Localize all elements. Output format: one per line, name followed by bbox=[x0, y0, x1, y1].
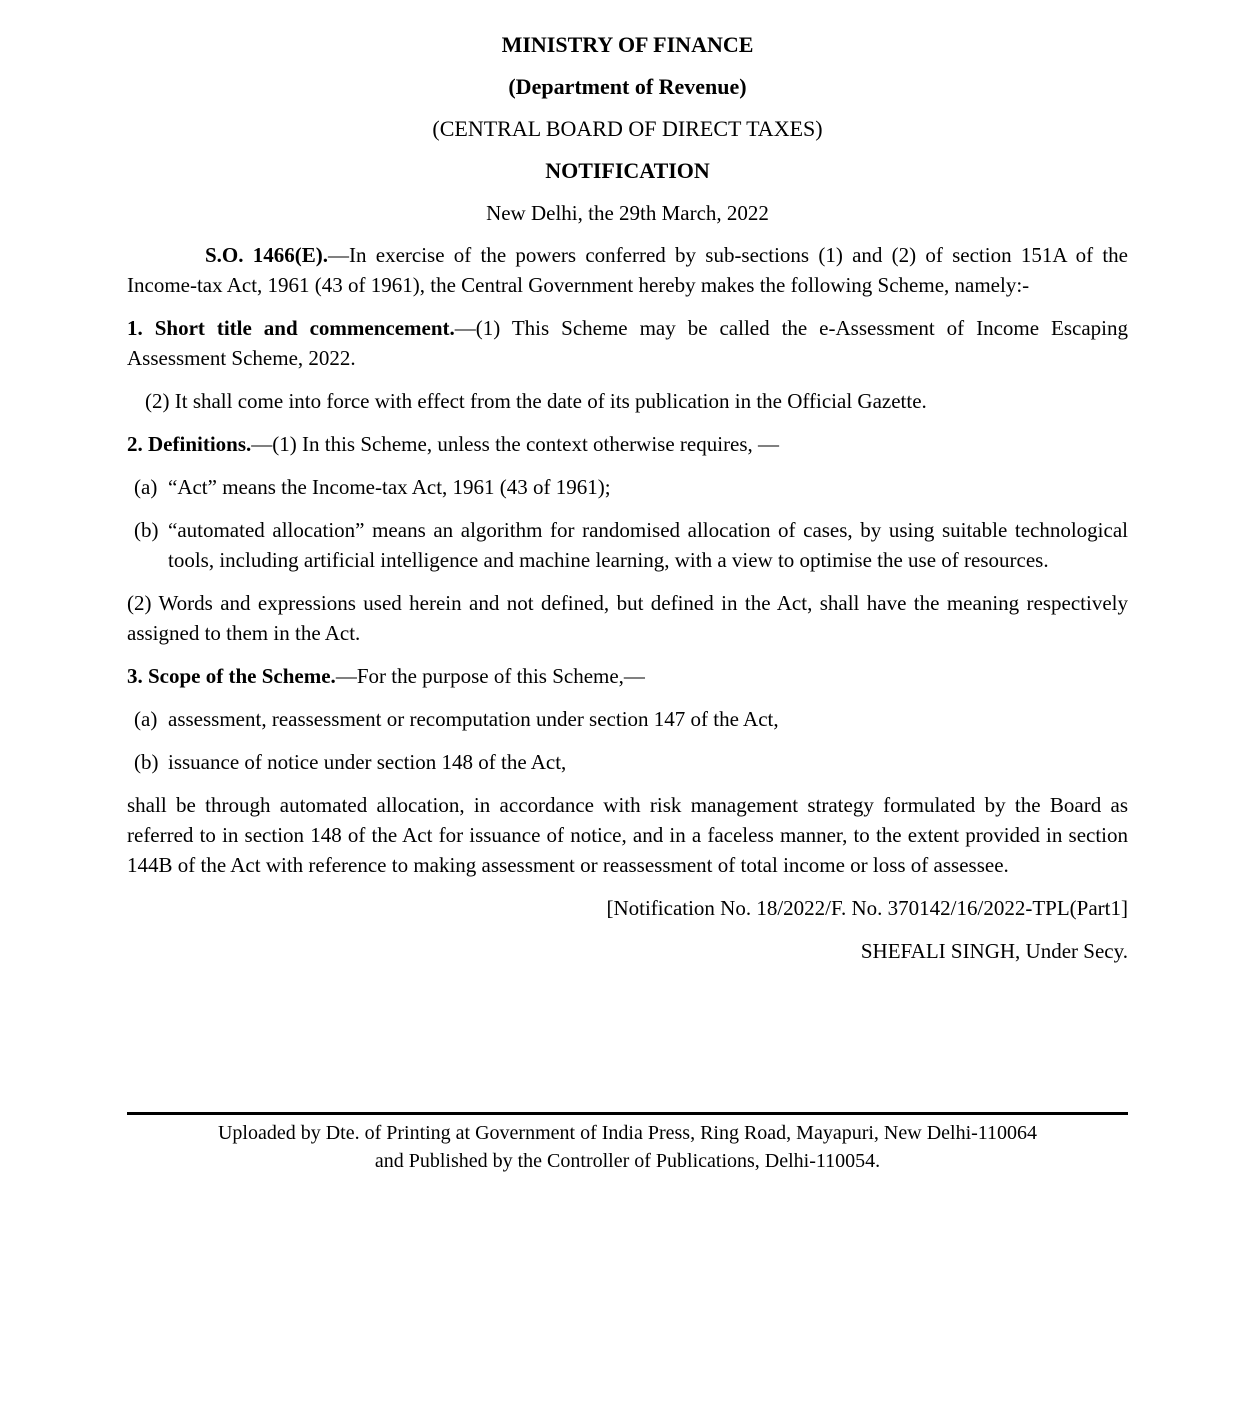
document-footer bbox=[127, 1112, 1128, 1175]
footer-upload-line: Uploaded by Dte. of Printing at Government of India Press, Ring Road, Mayapuri, New Delhi-110064 bbox=[217, 1122, 1038, 1144]
notification-heading: NOTIFICATION bbox=[545, 158, 710, 183]
definition-item-a bbox=[127, 472, 1128, 502]
opening-text: —In exercise of the powers conferred by sub-sections (1) and (2) of section 151A of the Income-tax Act, 1961 (43 of 1961), the Central Government hereby makes the following Scheme, namely:- bbox=[127, 243, 1129, 297]
footer-publisher-line: and Published by the Controller of Publications, Delhi-110054. bbox=[374, 1150, 881, 1172]
document-body bbox=[127, 240, 1128, 966]
section-2-subclause-2: (2) Words and expressions used herein and not defined, but defined in the Act, shall have the meaning respectively assigned to them in the Act. bbox=[127, 591, 1128, 645]
section-1-text: —(1) This Scheme may be called the e-Assessment of Income Escaping Assessment Scheme, 2022. bbox=[127, 316, 1128, 370]
place-date-line: New Delhi, the 29th March, 2022 bbox=[486, 201, 769, 225]
scope-item-a-text: assessment, reassessment or recomputation under section 147 of the Act, bbox=[168, 707, 779, 731]
scope-item-a-label: (a) bbox=[134, 707, 158, 731]
document-header bbox=[127, 30, 1128, 228]
section-2-heading: 2. Definitions. bbox=[127, 432, 252, 456]
section-3-text: —For the purpose of this Scheme,— bbox=[335, 664, 645, 688]
scope-closing-paragraph: shall be through automated allocation, in accordance with risk management strategy formulated by the Board as referred to in section 148 of the Act for issuance of notice, and in a faceless manner, to the extent provided in section 144B of the Act with reference to making assessment or reassessment of total income or loss of assessee. bbox=[127, 793, 1128, 877]
ministry-title: MINISTRY OF FINANCE bbox=[501, 32, 754, 57]
so-number: S.O. 1466(E). bbox=[205, 243, 329, 267]
definition-item-b bbox=[127, 515, 1128, 575]
board-subtitle: (CENTRAL BOARD OF DIRECT TAXES) bbox=[432, 116, 823, 141]
section-2-definitions bbox=[127, 429, 1128, 459]
scope-item-a bbox=[127, 704, 1128, 734]
scope-item-b bbox=[127, 747, 1128, 777]
opening-paragraph bbox=[127, 240, 1128, 300]
section-1-short-title bbox=[127, 313, 1128, 373]
scope-item-b-label: (b) bbox=[134, 750, 159, 774]
section-3-scope bbox=[127, 661, 1128, 691]
definition-item-b-text: “automated allocation” means an algorithm for randomised allocation of cases, by using suitable technological tools, including artificial intelligence and machine learning, with a view to optimise the use of resources. bbox=[168, 518, 1128, 572]
definition-item-a-text: “Act” means the Income-tax Act, 1961 (43 of 1961); bbox=[168, 475, 611, 499]
section-1-heading: 1. Short title and commencement. bbox=[127, 316, 455, 340]
notification-reference: [Notification No. 18/2022/F. No. 370142/16/2022-TPL(Part1] bbox=[606, 896, 1128, 920]
section-2-text: —(1) In this Scheme, unless the context otherwise requires, — bbox=[251, 432, 780, 456]
signature-line: SHEFALI SINGH, Under Secy. bbox=[860, 939, 1128, 963]
definition-item-a-label: (a) bbox=[134, 475, 158, 499]
section-3-heading: 3. Scope of the Scheme. bbox=[127, 664, 336, 688]
scope-item-b-text: issuance of notice under section 148 of the Act, bbox=[168, 750, 567, 774]
section-1-subclause-2: (2) It shall come into force with effect from the date of its publication in the Official Gazette. bbox=[145, 389, 927, 413]
definition-item-b-label: (b) bbox=[134, 518, 159, 542]
department-subtitle: (Department of Revenue) bbox=[508, 74, 747, 99]
